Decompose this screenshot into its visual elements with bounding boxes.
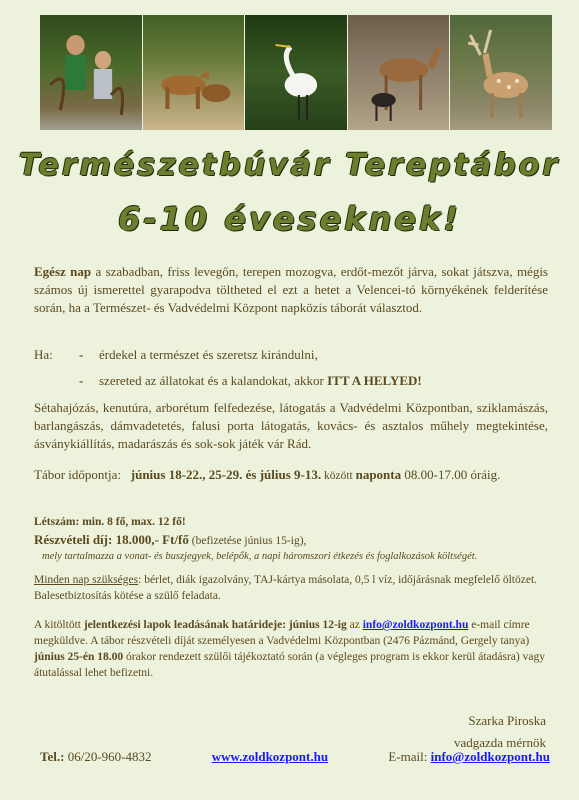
deadline-part3: e-mail címre megküldve. A tábor részvételi díját személyesen a Vadvédelmi Központban (2476 Pázmánd, Gergely tanya) (34, 619, 530, 647)
title-line-2: 6-10 éveseknek! (118, 200, 461, 238)
fee-note: (befizetése június 15-ig), (188, 535, 307, 547)
footer-contacts (40, 748, 550, 766)
footer-email-link[interactable]: info@zoldkozpont.hu (430, 749, 550, 764)
photo-strip (40, 15, 552, 130)
dates-daily: naponta (355, 467, 402, 482)
ha-dash-2: - (79, 373, 84, 388)
dates-value: június 18-22., 25-29. és július 9-13. (130, 467, 322, 482)
deadline-paragraph (34, 617, 548, 681)
headcount: Létszám: min. 8 fő, max. 12 fő! (34, 516, 186, 528)
signature-name: Szarka Piroska (468, 713, 546, 728)
photo-jackals (143, 15, 245, 130)
signature (34, 712, 546, 752)
footer-tel: 06/20-960-4832 (64, 749, 152, 764)
title-line-1: Természetbúvár Tereptábor (18, 148, 561, 183)
footer-tel-label: Tel.: (40, 749, 65, 764)
dates-label: Tábor időpontja: (34, 467, 122, 482)
needs-paragraph (34, 572, 548, 604)
deadline-bold1: jelentkezési lapok leadásának határideje: június 12-ig (83, 619, 347, 631)
footer-web-link[interactable]: www.zoldkozpont.hu (211, 749, 329, 764)
intro-lead: Egész nap (34, 264, 92, 279)
deadline-part2: az (346, 619, 363, 631)
fee-label: Részvételi díj: (34, 532, 113, 547)
ha-dash-1: - (79, 347, 84, 362)
deadline-email-link[interactable]: info@zoldkozpont.hu (362, 619, 469, 631)
fee-paragraph (34, 531, 548, 565)
footer-email-label: E-mail: (388, 749, 431, 764)
needs-label: Minden nap szükséges (34, 574, 139, 586)
ha-item-2-bold: ITT A HELYED! (327, 373, 422, 388)
fee-detail: mely tartalmazza a vonat- és buszjegyek, belépők, a napi háromszori étkezés és foglalkozások költségét. (42, 551, 478, 562)
ha-list (34, 346, 548, 390)
photo-deer-fawn (348, 15, 450, 130)
dates-paragraph (34, 466, 548, 484)
photo-fallow-deer (450, 15, 552, 130)
ha-label: Ha: (34, 347, 53, 362)
needs-text: : bérlet, diák igazolvány, TAJ-kártya másolata, 0,5 l víz, időjárásnak megfelelő öltözet. Balesetbiztosítás kötése a szülő feladata. (34, 574, 538, 602)
deadline-part4: órakor rendezett szülői tájékoztató során (a végleges program is ekkor kerül átadásra) vagy átutalással lehet befizetni. (34, 651, 545, 679)
photo-egret (245, 15, 347, 130)
signature-title: vadgazda mérnök (453, 735, 546, 750)
dates-between: között (321, 470, 356, 482)
dates-hours: 08.00-17.00 óráig. (401, 467, 501, 482)
intro-text: a szabadban, friss levegőn, terepen mozogva, erdőt-mezőt járva, sokat játszva, mégis számos új ismerettel gyarapodva töltheted el ezt a hetet a Velencei-tó környékének felderítése során, ha a Természet- és Vadvédelmi Központ napközis táborát választod. (34, 264, 548, 315)
deadline-part1: A kitöltött (34, 619, 84, 631)
photo-children-antlers (40, 15, 142, 130)
deadline-bold2: június 25-én 18.00 (34, 651, 124, 663)
fee-amount: 18.000,- Ft/fő (112, 532, 189, 547)
activities-paragraph: Sétahajózás, kenutúra, arborétum felfedezése, látogatás a Vadvédelmi Központban, sziklamászás, barlangászás, dámvadetetés, falusi porta látogatás, kovács- és asztalos műhely megtekintése, ásványkiállítás, madarászás és sok-sok játék vár Rád. (34, 400, 548, 451)
ha-item-1: érdekel a természet és szeretsz kirándulni, (99, 347, 318, 362)
ha-item-2-text: szereted az állatokat és a kalandokat, akkor (99, 373, 324, 388)
intro-paragraph (34, 263, 548, 317)
